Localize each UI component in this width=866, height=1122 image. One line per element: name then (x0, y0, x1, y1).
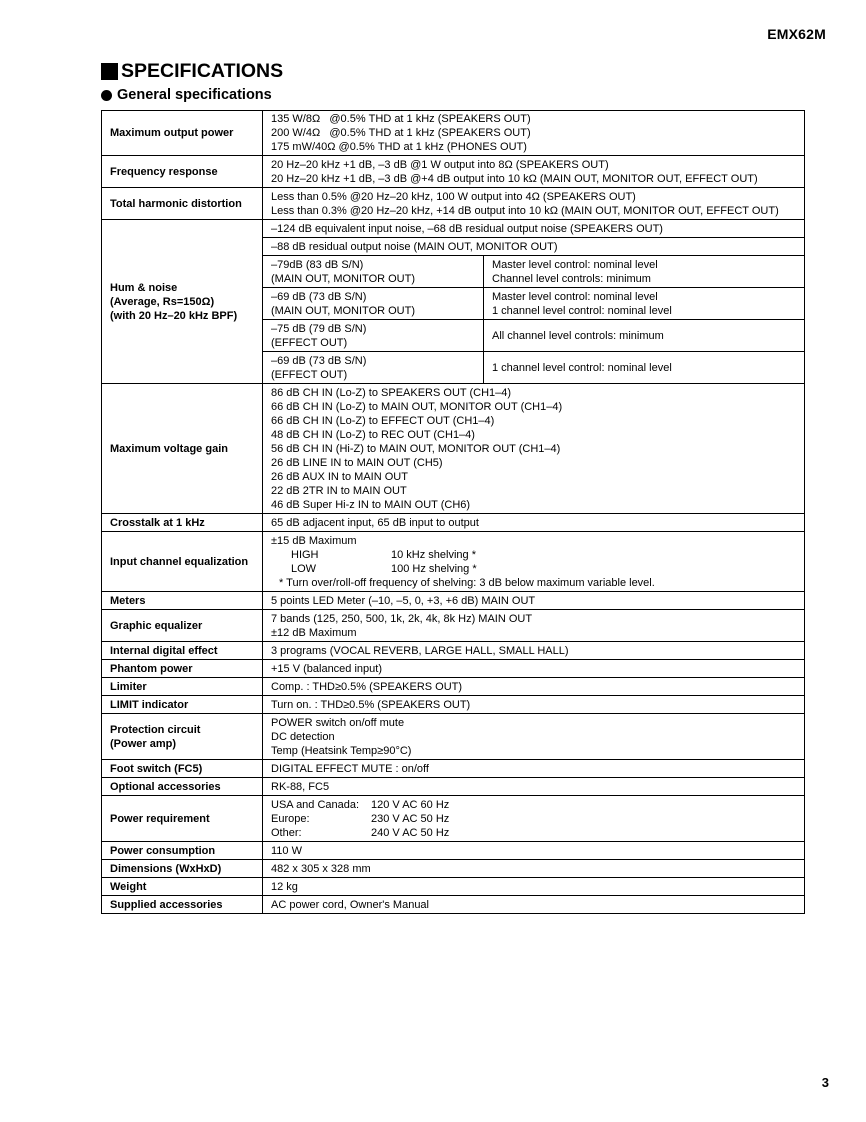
spec-line: –69 dB (73 dB S/N) (271, 290, 367, 303)
spec-row-power-consumption (102, 842, 805, 860)
spec-row-power-requirement (102, 796, 805, 842)
spec-label: Input channel equalization (102, 532, 263, 592)
spec-label: Phantom power (102, 660, 263, 678)
spec-line: 46 dB Super Hi-z IN to MAIN OUT (CH6) (271, 498, 471, 511)
spec-row-protection (102, 714, 805, 760)
spec-row-max-output (102, 111, 805, 156)
spec-line: 86 dB CH IN (Lo-Z) to SPEAKERS OUT (CH1–4) (271, 386, 512, 399)
spec-line: 26 dB LINE IN to MAIN OUT (CH5) (271, 456, 443, 469)
spec-row-weight (102, 878, 805, 896)
spec-line: 66 dB CH IN (Lo-Z) to EFFECT OUT (CH1–4) (271, 414, 495, 427)
page-title (101, 60, 283, 83)
spec-line: –75 dB (79 dB S/N) (271, 322, 367, 335)
spec-value: 110 W (263, 842, 805, 860)
spec-line: (MAIN OUT, MONITOR OUT) (271, 272, 416, 285)
spec-line: POWER switch on/off mute (271, 716, 405, 729)
eq-high-row (271, 548, 797, 562)
spec-label-line: (Average, Rs=150Ω) (110, 295, 215, 308)
spec-row-graphic-eq (102, 610, 805, 642)
spec-label (102, 714, 263, 760)
spec-value (263, 111, 805, 156)
square-bullet-icon (101, 63, 118, 80)
spec-label: Dimensions (WxHxD) (102, 860, 263, 878)
eq-band-value: 100 Hz shelving * (391, 562, 477, 575)
spec-line: 175 mW/40Ω @0.5% THD at 1 kHz (PHONES OUT) (271, 141, 527, 153)
spec-line: 26 dB AUX IN to MAIN OUT (271, 470, 408, 483)
spec-value (263, 320, 484, 352)
spec-line: 7 bands (125, 250, 500, 1k, 2k, 4k, 8k Hz) MAIN OUT (271, 612, 533, 625)
spec-label: Crosstalk at 1 kHz (102, 514, 263, 532)
spec-line: Less than 0.5% @20 Hz–20 kHz, 100 W output into 4Ω (SPEAKERS OUT) (271, 190, 636, 203)
spec-line: 20 Hz–20 kHz +1 dB, –3 dB @1 W output into 8Ω (SPEAKERS OUT) (271, 158, 609, 171)
spec-value: –88 dB residual output noise (MAIN OUT, MONITOR OUT) (263, 238, 805, 256)
spec-line: 1 channel level control: nominal level (492, 361, 672, 374)
eq-band: HIGH (291, 548, 319, 561)
spec-line: 20 Hz–20 kHz +1 dB, –3 dB @+4 dB output into 10 kΩ (MAIN OUT, MONITOR OUT, EFFECT OUT) (271, 172, 758, 185)
page-number: 3 (821, 1075, 829, 1090)
spec-line: (EFFECT OUT) (271, 368, 348, 381)
spec-row-digital-effect (102, 642, 805, 660)
power-row (271, 826, 797, 840)
spec-condition (484, 352, 805, 384)
spec-label: Maximum voltage gain (102, 384, 263, 514)
power-region: USA and Canada: (271, 798, 360, 811)
spec-label: Foot switch (FC5) (102, 760, 263, 778)
spec-value (263, 714, 805, 760)
spec-row-phantom (102, 660, 805, 678)
spec-line: Channel level controls: minimum (492, 272, 651, 285)
spec-table (101, 110, 805, 914)
spec-line: ±15 dB Maximum (271, 534, 357, 547)
power-spec: 240 V AC 50 Hz (371, 826, 450, 839)
spec-value: Turn on. : THD≥0.5% (SPEAKERS OUT) (263, 696, 805, 714)
section-subtitle-text: General specifications (117, 87, 272, 103)
spec-line: ±12 dB Maximum (271, 626, 357, 639)
spec-label: Frequency response (102, 156, 263, 188)
spec-value (263, 610, 805, 642)
power-row (271, 798, 797, 812)
power-region: Europe: (271, 812, 310, 825)
section-subtitle (101, 87, 272, 103)
spec-value (263, 256, 484, 288)
spec-value (263, 188, 805, 220)
spec-value: 65 dB adjacent input, 65 dB input to output (263, 514, 805, 532)
page-title-text: SPECIFICATIONS (121, 60, 284, 82)
spec-row-limit-indicator (102, 696, 805, 714)
spec-line: (EFFECT OUT) (271, 336, 348, 349)
spec-label: Optional accessories (102, 778, 263, 796)
spec-value: AC power cord, Owner's Manual (263, 896, 805, 914)
spec-label: LIMIT indicator (102, 696, 263, 714)
eq-low-row (271, 562, 797, 576)
spec-line: –79dB (83 dB S/N) (271, 258, 364, 271)
spec-line: Master level control: nominal level (492, 290, 658, 303)
spec-row-thd (102, 188, 805, 220)
spec-value: RK-88, FC5 (263, 778, 805, 796)
spec-condition (484, 320, 805, 352)
spec-line: –69 dB (73 dB S/N) (271, 354, 367, 367)
spec-label-line: Hum & noise (110, 281, 178, 294)
spec-line: Temp (Heatsink Temp≥90°C) (271, 744, 412, 757)
spec-condition (484, 256, 805, 288)
spec-row-supplied (102, 896, 805, 914)
spec-line: Master level control: nominal level (492, 258, 658, 271)
spec-label-line: (with 20 Hz–20 kHz BPF) (110, 309, 238, 322)
spec-value (263, 352, 484, 384)
spec-line: 22 dB 2TR IN to MAIN OUT (271, 484, 407, 497)
circle-bullet-icon (101, 90, 112, 101)
spec-line: DC detection (271, 730, 335, 743)
spec-value: 5 points LED Meter (–10, –5, 0, +3, +6 dB) MAIN OUT (263, 592, 805, 610)
power-row (271, 812, 797, 826)
spec-value: +15 V (balanced input) (263, 660, 805, 678)
spec-row-optional (102, 778, 805, 796)
spec-value (263, 796, 805, 842)
spec-line: 56 dB CH IN (Hi-Z) to MAIN OUT, MONITOR OUT (CH1–4) (271, 442, 561, 455)
spec-label: Limiter (102, 678, 263, 696)
spec-row-voltage-gain (102, 384, 805, 514)
spec-value: –124 dB equivalent input noise, –68 dB residual output noise (SPEAKERS OUT) (263, 220, 805, 238)
spec-value: 3 programs (VOCAL REVERB, LARGE HALL, SMALL HALL) (263, 642, 805, 660)
spec-line: 48 dB CH IN (Lo-Z) to REC OUT (CH1–4) (271, 428, 475, 441)
spec-value: 12 kg (263, 878, 805, 896)
spec-line: 200 W/4Ω @0.5% THD at 1 kHz (SPEAKERS OUT) (271, 127, 531, 139)
spec-line: All channel level controls: minimum (492, 329, 664, 342)
spec-row-foot-switch (102, 760, 805, 778)
power-spec: 120 V AC 60 Hz (371, 798, 450, 811)
spec-line: 135 W/8Ω @0.5% THD at 1 kHz (SPEAKERS OUT) (271, 113, 531, 125)
spec-label: Meters (102, 592, 263, 610)
spec-label: Total harmonic distortion (102, 188, 263, 220)
spec-label (102, 220, 263, 384)
spec-value: 482 x 305 x 328 mm (263, 860, 805, 878)
power-region: Other: (271, 826, 302, 839)
spec-label: Power consumption (102, 842, 263, 860)
spec-label: Maximum output power (102, 111, 263, 156)
spec-value (263, 288, 484, 320)
spec-label-line: Protection circuit (110, 723, 201, 736)
spec-row-dimensions (102, 860, 805, 878)
eq-band: LOW (291, 562, 317, 575)
spec-row-hum-noise (102, 220, 805, 238)
spec-row-crosstalk (102, 514, 805, 532)
spec-value (263, 384, 805, 514)
spec-row-limiter (102, 678, 805, 696)
spec-row-meters (102, 592, 805, 610)
spec-line: 1 channel level control: nominal level (492, 304, 672, 317)
spec-condition (484, 288, 805, 320)
spec-value: DIGITAL EFFECT MUTE : on/off (263, 760, 805, 778)
spec-line: (MAIN OUT, MONITOR OUT) (271, 304, 416, 317)
spec-value (263, 156, 805, 188)
power-spec: 230 V AC 50 Hz (371, 812, 450, 825)
eq-note: * Turn over/roll-off frequency of shelving: 3 dB below maximum variable level. (279, 576, 655, 589)
spec-label: Internal digital effect (102, 642, 263, 660)
spec-line: Less than 0.3% @20 Hz–20 kHz, +14 dB output into 10 kΩ (MAIN OUT, MONITOR OUT, EFFECT OUT) (271, 204, 779, 217)
eq-band-value: 10 kHz shelving * (391, 548, 476, 561)
spec-row-input-eq (102, 532, 805, 592)
spec-label: Supplied accessories (102, 896, 263, 914)
spec-label: Graphic equalizer (102, 610, 263, 642)
spec-row-freq-response (102, 156, 805, 188)
spec-value: Comp. : THD≥0.5% (SPEAKERS OUT) (263, 678, 805, 696)
spec-label: Weight (102, 878, 263, 896)
model-name: EMX62M (767, 26, 826, 42)
spec-label-line: (Power amp) (110, 737, 177, 750)
spec-line: 66 dB CH IN (Lo-Z) to MAIN OUT, MONITOR OUT (CH1–4) (271, 400, 563, 413)
spec-value (263, 532, 805, 592)
spec-label: Power requirement (102, 796, 263, 842)
